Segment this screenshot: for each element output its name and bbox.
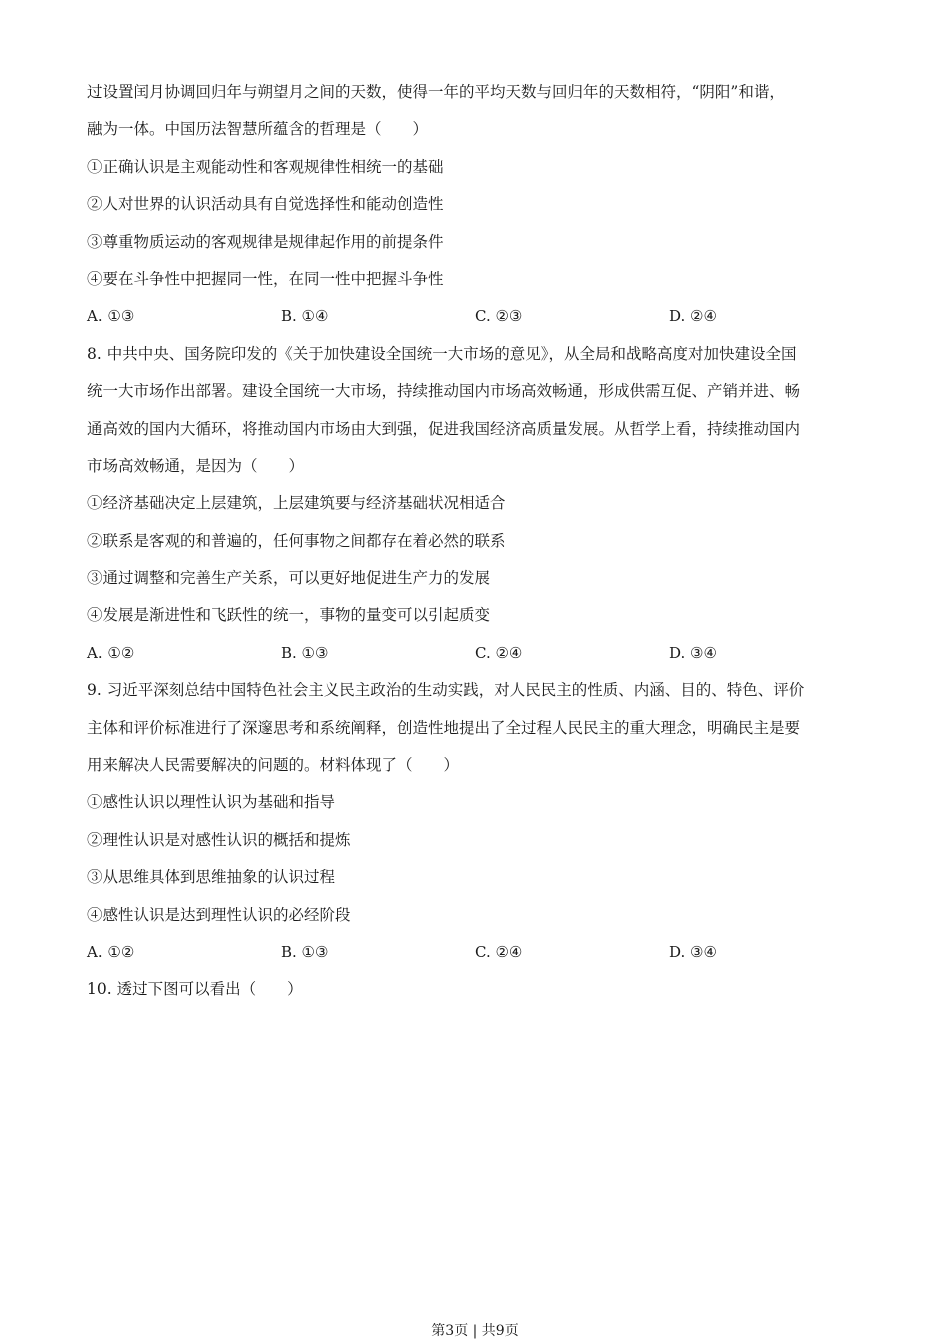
- statement: ③尊重物质运动的客观规律是规律起作用的前提条件: [87, 232, 444, 251]
- question-stem-line: 通高效的国内大循环，将推动国内市场由大到强，促进我国经济高质量发展。从哲学上看，持续推动国内: [87, 419, 801, 438]
- question-stem-line: 融为一体。中国历法智慧所蕴含的哲理是（ ）: [87, 120, 429, 139]
- question-8: [87, 341, 862, 678]
- question-stem-line: 主体和评价标准进行了深邃思考和系统阐释，创造性地提出了全过程人民民主的重大理念，明确民主是要: [87, 718, 801, 737]
- option-d: D. ③④: [669, 643, 717, 662]
- option-b: B. ①③: [281, 643, 329, 662]
- statement: ①正确认识是主观能动性和客观规律性相统一的基础: [87, 157, 444, 176]
- question-7: [87, 79, 862, 341]
- statement: ②理性认识是对感性认识的概括和提炼: [87, 830, 351, 849]
- option-a: A. ①③: [87, 307, 135, 326]
- question-stem-line: 8. 中共中央、国务院印发的《关于加快建设全国统一大市场的意见》，从全局和战略高度对加快建设全国: [87, 344, 797, 363]
- option-c: C. ②③: [475, 307, 523, 326]
- option-a: A. ①②: [87, 643, 135, 662]
- question-stem-line: 过设置闰月协调回归年与朔望月之间的天数，使得一年的平均天数与回归年的天数相符，“阴阳”和谐，: [87, 83, 785, 101]
- page-content: [87, 79, 862, 1014]
- option-b: B. ①③: [281, 942, 329, 961]
- question-stem-line: 9. 习近平深刻总结中国特色社会主义民主政治的生动实践，对人民民主的性质、内涵、目的、特色、评价: [87, 681, 805, 700]
- statement: ③从思维具体到思维抽象的认识过程: [87, 868, 336, 887]
- question-10: [87, 976, 862, 1013]
- statement: ③通过调整和完善生产关系，可以更好地促进生产力的发展: [87, 569, 491, 588]
- statement: ④感性认识是达到理性认识的必经阶段: [87, 905, 351, 924]
- option-a: A. ①②: [87, 942, 135, 961]
- statement: ①经济基础决定上层建筑，上层建筑要与经济基础状况相适合: [87, 494, 506, 513]
- option-b: B. ①④: [281, 307, 329, 326]
- question-stem-line: 用来解决人民需要解决的问题的。材料体现了（ ）: [87, 756, 460, 775]
- answer-options: [87, 939, 862, 976]
- option-c: C. ②④: [475, 643, 523, 662]
- question-stem-line: 市场高效畅通，是因为（ ）: [87, 456, 305, 475]
- question-9: [87, 677, 862, 976]
- answer-options: [87, 303, 862, 340]
- option-c: C. ②④: [475, 942, 523, 961]
- option-d: D. ②④: [669, 307, 717, 326]
- statement: ④要在斗争性中把握同一性，在同一性中把握斗争性: [87, 269, 444, 288]
- answer-options: [87, 640, 862, 677]
- statement: ②人对世界的认识活动具有自觉选择性和能动创造性: [87, 195, 444, 214]
- question-stem-line: 10. 透过下图可以看出（ ）: [87, 980, 303, 999]
- statement: ④发展是渐进性和飞跃性的统一，事物的量变可以引起质变: [87, 606, 491, 625]
- question-stem-line: 统一大市场作出部署。建设全国统一大市场，持续推动国内市场高效畅通，形成供需互促、产销并进、畅: [87, 382, 801, 401]
- page-footer: 第3页 | 共9页: [431, 1323, 519, 1339]
- option-d: D. ③④: [669, 942, 717, 961]
- statement: ①感性认识以理性认识为基础和指导: [87, 793, 336, 812]
- statement: ②联系是客观的和普遍的，任何事物之间都存在着必然的联系: [87, 531, 506, 550]
